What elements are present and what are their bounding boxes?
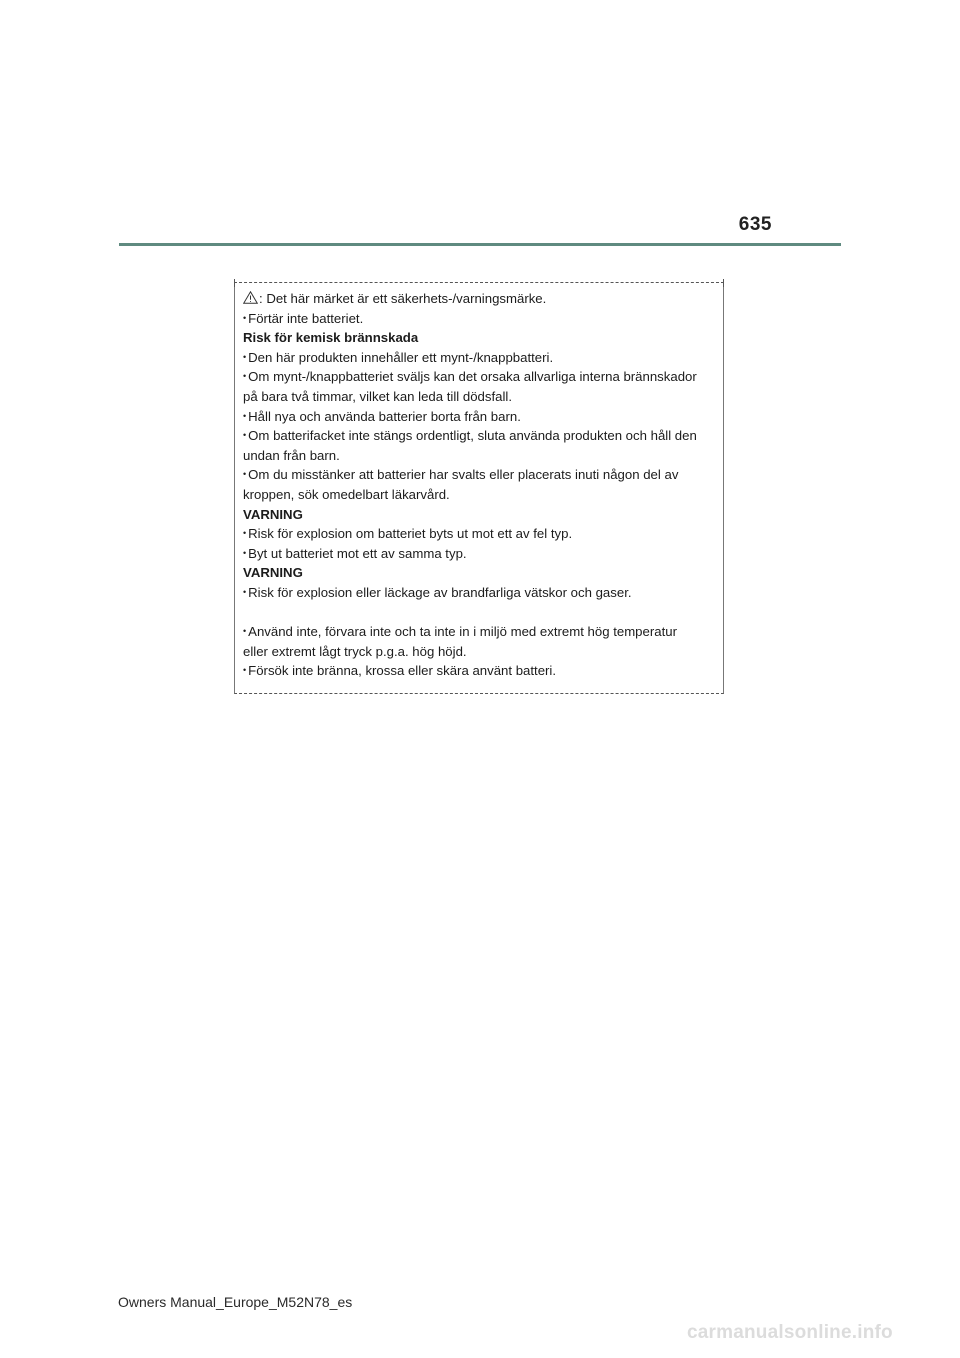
page-number: 635 <box>738 214 772 235</box>
notice-spacer <box>243 603 713 623</box>
notice-line <box>243 446 713 466</box>
header-rule <box>119 243 841 246</box>
footer-manual-id: Owners Manual_Europe_M52N78_es <box>118 1294 353 1310</box>
notice-line-text: på bara två timmar, vilket kan leda till dödsfall. <box>243 388 513 404</box>
notice-line <box>243 642 713 662</box>
notice-line-text: Risk för kemisk brännskada <box>243 330 419 346</box>
notice-line-text: undan från barn. <box>243 447 340 463</box>
notice-line <box>243 524 713 544</box>
notice-line-text: VARNING <box>243 506 303 522</box>
notice-lines <box>243 289 713 681</box>
notice-line-text: Den här produkten innehåller ett mynt-/knappbatteri. <box>248 349 554 365</box>
notice-line <box>243 661 713 681</box>
warning-triangle-icon <box>243 291 258 304</box>
notice-line <box>243 387 713 407</box>
notice-line-text: : Det här märket är ett säkerhets-/varningsmärke. <box>259 291 547 306</box>
notice-line <box>243 485 713 505</box>
notice-line <box>243 544 713 564</box>
notice-line-text: Försök inte bränna, krossa eller skära använt batteri. <box>248 663 557 679</box>
notice-line-text: Om batterifacket inte stängs ordentligt, sluta använda produkten och håll den <box>248 428 697 444</box>
notice-line-text: Om mynt-/knappbatteriet sväljs kan det orsaka allvarliga interna brännskador <box>248 369 697 385</box>
notice-line <box>243 407 713 427</box>
notice-line <box>243 367 713 387</box>
notice-line <box>243 289 713 309</box>
notice-line-text: Risk för explosion eller läckage av brandfarliga vätskor och gaser. <box>248 584 632 600</box>
notice-line-text: Håll nya och använda batterier borta från barn. <box>248 408 521 424</box>
notice-line <box>243 465 713 485</box>
notice-line <box>243 583 713 603</box>
notice-line <box>243 563 713 583</box>
notice-line <box>243 622 713 642</box>
notice-line <box>243 309 713 329</box>
notice-line-text: Byt ut batteriet mot ett av samma typ. <box>248 545 467 561</box>
watermark: carmanualsonline.info <box>687 1322 893 1343</box>
notice-line <box>243 505 713 525</box>
notice-line <box>243 328 713 348</box>
notice-line-text: Använd inte, förvara inte och ta inte in i miljö med extremt hög temperatur <box>248 624 677 640</box>
notice-line-text: Risk för explosion om batteriet byts ut mot ett av fel typ. <box>248 526 573 542</box>
notice-line-text: eller extremt lågt tryck p.g.a. hög höjd. <box>243 643 467 659</box>
notice-line-text: kroppen, sök omedelbart läkarvård. <box>243 486 450 502</box>
notice-line-text: VARNING <box>243 565 303 581</box>
notice-line-text: Förtär inte batteriet. <box>248 310 364 326</box>
battery-warning-notice <box>234 282 724 694</box>
notice-line <box>243 426 713 446</box>
notice-line-text: Om du misstänker att batterier har svalts eller placerats inuti någon del av <box>248 467 679 483</box>
notice-line <box>243 348 713 368</box>
